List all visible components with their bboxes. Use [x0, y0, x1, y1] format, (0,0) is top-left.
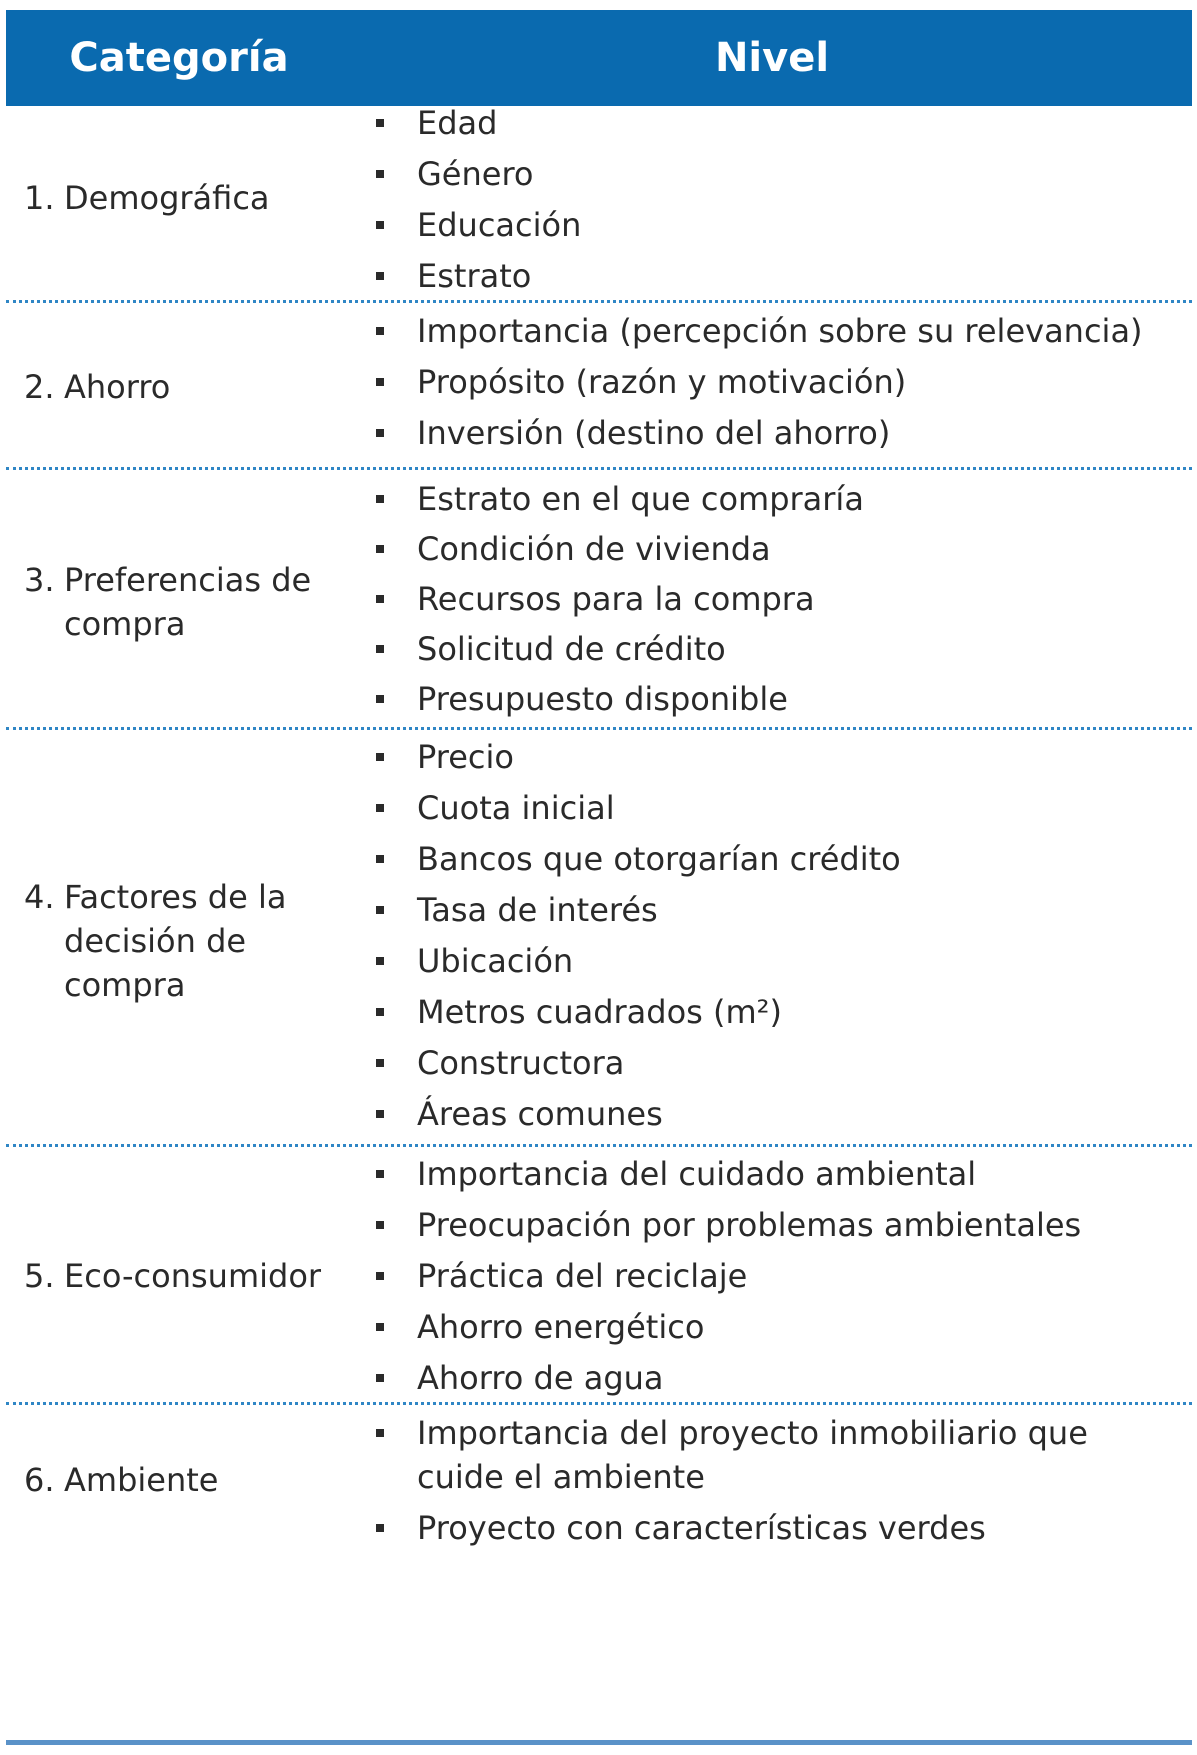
list-item: Solicitud de crédito	[376, 627, 1176, 671]
category-label: Demográfica	[64, 179, 270, 217]
level-list-factores	[376, 735, 1176, 1136]
category-label: Ahorro	[64, 368, 171, 406]
bullet-icon	[376, 595, 384, 603]
list-item: Precio	[376, 735, 1176, 779]
list-item: Estrato en el que compraría	[376, 477, 1176, 521]
row-separator	[6, 467, 1192, 470]
level-list-ambiente	[376, 1411, 1176, 1550]
bullet-icon	[376, 1272, 384, 1280]
bullet-icon	[376, 119, 384, 127]
bullet-icon	[376, 429, 384, 437]
category-level-table	[6, 10, 1192, 1747]
bullet-icon	[376, 1221, 384, 1229]
list-item: Ubicación	[376, 939, 1176, 983]
bullet-icon	[376, 221, 384, 229]
list-item: Recursos para la compra	[376, 577, 1176, 621]
category-label: Factores de la decisión de compra	[64, 878, 287, 1004]
category-label: Ambiente	[64, 1461, 219, 1499]
bullet-icon	[376, 906, 384, 914]
list-item: Importancia del proyecto inmobiliario que cuide el ambiente	[376, 1411, 1176, 1499]
bullet-icon	[376, 1008, 384, 1016]
list-item: Inversión (destino del ahorro)	[376, 411, 1176, 455]
bullet-icon	[376, 695, 384, 703]
bullet-icon	[376, 170, 384, 178]
bullet-icon	[376, 1429, 384, 1437]
bullet-icon	[376, 272, 384, 280]
bullet-icon	[376, 855, 384, 863]
list-item: Propósito (razón y motivación)	[376, 360, 1176, 404]
list-item: Presupuesto disponible	[376, 677, 1176, 721]
list-item: Proyecto con características verdes	[376, 1506, 1176, 1550]
list-item: Constructora	[376, 1041, 1176, 1085]
level-list-eco-consumidor	[376, 1152, 1176, 1400]
bullet-icon	[376, 545, 384, 553]
list-item: Metros cuadrados (m²)	[376, 990, 1176, 1034]
list-item: Práctica del reciclaje	[376, 1254, 1176, 1298]
list-item: Estrato	[376, 254, 1176, 298]
bullet-icon	[376, 1170, 384, 1178]
category-eco-consumidor	[24, 1254, 334, 1298]
list-item: Tasa de interés	[376, 888, 1176, 932]
bullet-icon	[376, 957, 384, 965]
list-item: Importancia (percepción sobre su relevancia)	[376, 309, 1176, 353]
list-item: Condición de vivienda	[376, 527, 1176, 571]
row-separator	[6, 300, 1192, 303]
category-preferencias	[24, 558, 334, 646]
bullet-icon	[376, 327, 384, 335]
header-category: Categoría	[69, 35, 289, 81]
row-separator	[6, 727, 1192, 730]
bullet-icon	[376, 753, 384, 761]
bullet-icon	[376, 495, 384, 503]
bullet-icon	[376, 645, 384, 653]
row-separator	[6, 1144, 1192, 1147]
bullet-icon	[376, 378, 384, 386]
list-item: Importancia del cuidado ambiental	[376, 1152, 1176, 1196]
bullet-icon	[376, 1524, 384, 1532]
category-number: 4.	[24, 878, 55, 916]
category-demografica	[24, 176, 334, 220]
list-item: Cuota inicial	[376, 786, 1176, 830]
list-item: Ahorro de agua	[376, 1356, 1176, 1400]
header-level: Nivel	[714, 35, 830, 81]
table-header	[6, 10, 1192, 106]
category-label: Eco-consumidor	[64, 1257, 322, 1295]
level-list-demografica	[376, 101, 1176, 298]
list-item: Bancos que otorgarían crédito	[376, 837, 1176, 881]
list-item: Género	[376, 152, 1176, 196]
list-item: Preocupación por problemas ambientales	[376, 1203, 1176, 1247]
bullet-icon	[376, 1374, 384, 1382]
list-item: Áreas comunes	[376, 1092, 1176, 1136]
bullet-icon	[376, 1110, 384, 1118]
list-item: Educación	[376, 203, 1176, 247]
category-ambiente	[24, 1458, 334, 1502]
category-number: 1.	[24, 179, 55, 217]
bullet-icon	[376, 804, 384, 812]
category-ahorro	[24, 365, 334, 409]
bullet-icon	[376, 1059, 384, 1067]
category-number: 5.	[24, 1257, 55, 1295]
level-list-ahorro	[376, 309, 1176, 455]
category-factores	[24, 875, 334, 1007]
table-bottom-rule	[6, 1740, 1192, 1745]
category-number: 6.	[24, 1461, 55, 1499]
level-list-preferencias	[376, 477, 1176, 721]
list-item: Ahorro energético	[376, 1305, 1176, 1349]
bullet-icon	[376, 1323, 384, 1331]
row-separator	[6, 1402, 1192, 1405]
category-label: Preferencias de compra	[64, 561, 312, 643]
category-number: 2.	[24, 368, 55, 406]
category-number: 3.	[24, 561, 55, 599]
list-item: Edad	[376, 101, 1176, 145]
